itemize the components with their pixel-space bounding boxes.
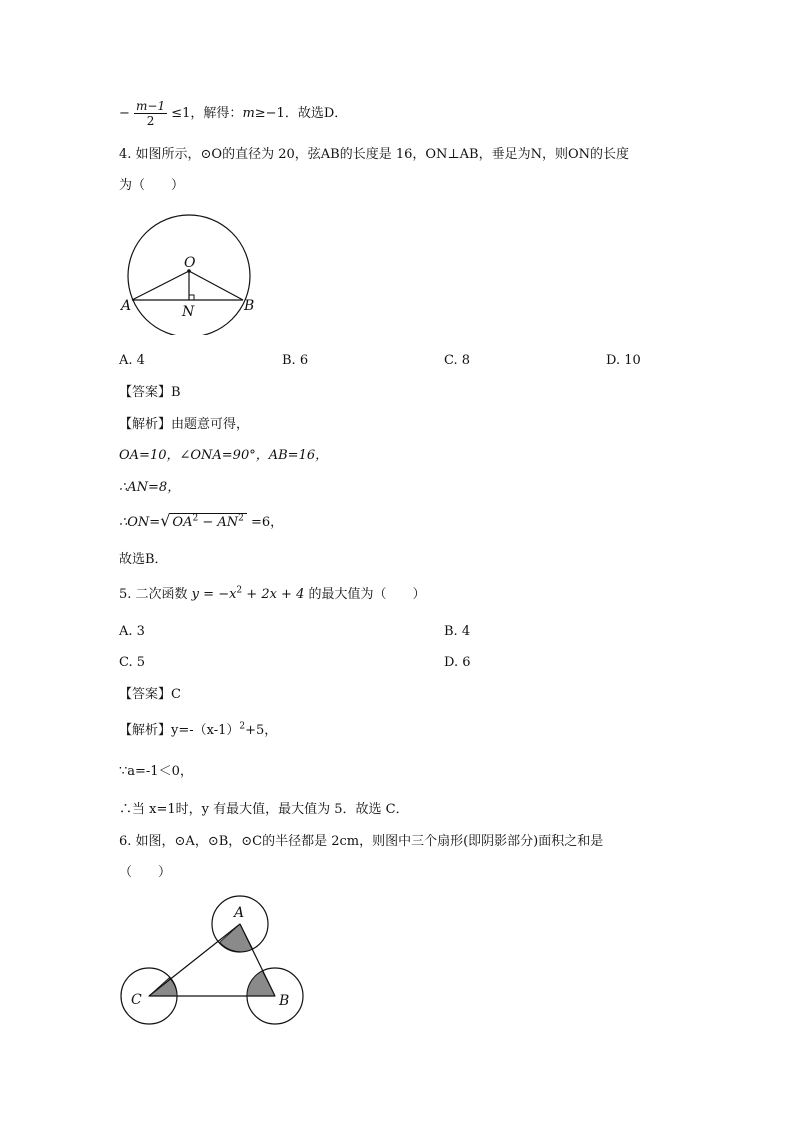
fraction-numerator: m−1	[136, 99, 166, 113]
q4-option-d: D. 10	[606, 353, 641, 368]
radicand-oa: OA	[172, 515, 193, 530]
fraction-denominator: 2	[146, 114, 155, 128]
fraction	[134, 99, 167, 128]
radicand-an: − AN	[198, 515, 239, 530]
q4-option-c: C. 8	[444, 353, 471, 368]
radius-ob	[189, 271, 243, 300]
q5-analysis-tail: +5，	[245, 723, 278, 738]
step3-result: =6，	[246, 515, 284, 530]
label-n: N	[182, 304, 195, 320]
label-o: O	[184, 255, 196, 271]
q4-step4: 故选B．	[119, 552, 168, 567]
formula-mid: = −x	[199, 587, 237, 602]
sqrt-radicand	[169, 513, 246, 532]
q4-option-b: B. 6	[282, 353, 309, 368]
exponent: 2	[238, 513, 244, 524]
q4-stem-line2: 为（ ）	[119, 178, 185, 193]
formula-y: y	[191, 587, 200, 602]
q5-option-c: C. 5	[119, 655, 146, 670]
q5-option-b: B. 4	[444, 624, 471, 639]
formula-exponent: 2	[236, 585, 243, 596]
q6-stem-line1: 6. 如图，⊙A，⊙B，⊙C的半径都是 2cm，则图中三个扇形(即阴影部分)面积之和是	[119, 834, 604, 849]
q4-option-a: A. 4	[119, 353, 145, 368]
right-angle-mark	[189, 295, 194, 300]
q5-option-a: A. 3	[119, 624, 145, 639]
q5-stem-suffix: 的最大值为（ ）	[304, 587, 426, 602]
q4-step1: OA=10，∠ONA=90°，AB=16，	[119, 448, 329, 463]
minus-sign: −	[119, 106, 130, 121]
label-a: A	[121, 298, 132, 314]
q4-analysis-head: 【解析】由题意可得，	[119, 417, 250, 432]
variable-m: m	[242, 106, 255, 121]
q4-answer: 【答案】B	[119, 385, 181, 400]
side-ca	[149, 924, 240, 996]
label-b: B	[244, 298, 255, 314]
label-b: B	[279, 993, 290, 1009]
q4-step3	[119, 512, 283, 532]
step3-prefix: ∴ON=	[119, 515, 161, 530]
exponent: 2	[192, 513, 199, 524]
q5-step1: ∵a=-1＜0，	[119, 764, 193, 779]
sqrt-sign: √	[160, 511, 171, 530]
sector-b	[247, 971, 275, 996]
q4-stem-line1: 4. 如图所示，⊙O的直径为 20，弦AB的长度是 16，ON⊥AB，垂足为N，则ON的长度	[119, 147, 629, 162]
q5-analysis-exponent: 2	[239, 721, 246, 732]
q6-stem-line2: （ ）	[119, 865, 172, 880]
label-a: A	[234, 905, 245, 921]
q5-analysis-text: 【解析】y=-（x-1）	[119, 723, 240, 738]
formula-rest: + 2x + 4	[242, 587, 305, 602]
q5-analysis	[119, 722, 277, 740]
q5-stem-prefix: 5. 二次函数	[119, 587, 192, 602]
q5-answer: 【答案】C	[119, 687, 181, 702]
q5-step2: ∴当 x=1时，y 有最大值，最大值为 5．故选 C．	[119, 802, 409, 817]
radius-oa	[132, 271, 189, 300]
q5-stem	[119, 586, 426, 604]
q4-step2: ∴AN=8，	[119, 480, 181, 495]
prev-solution-line	[119, 99, 347, 128]
q4-circle-figure	[118, 205, 258, 335]
q6-triangle-figure	[115, 893, 315, 1033]
label-c: C	[131, 992, 142, 1008]
solution-tail: ≥−1．故选D．	[254, 106, 348, 121]
inequality-text: ≤1，解得：	[171, 106, 243, 121]
q5-option-d: D. 6	[444, 655, 471, 670]
